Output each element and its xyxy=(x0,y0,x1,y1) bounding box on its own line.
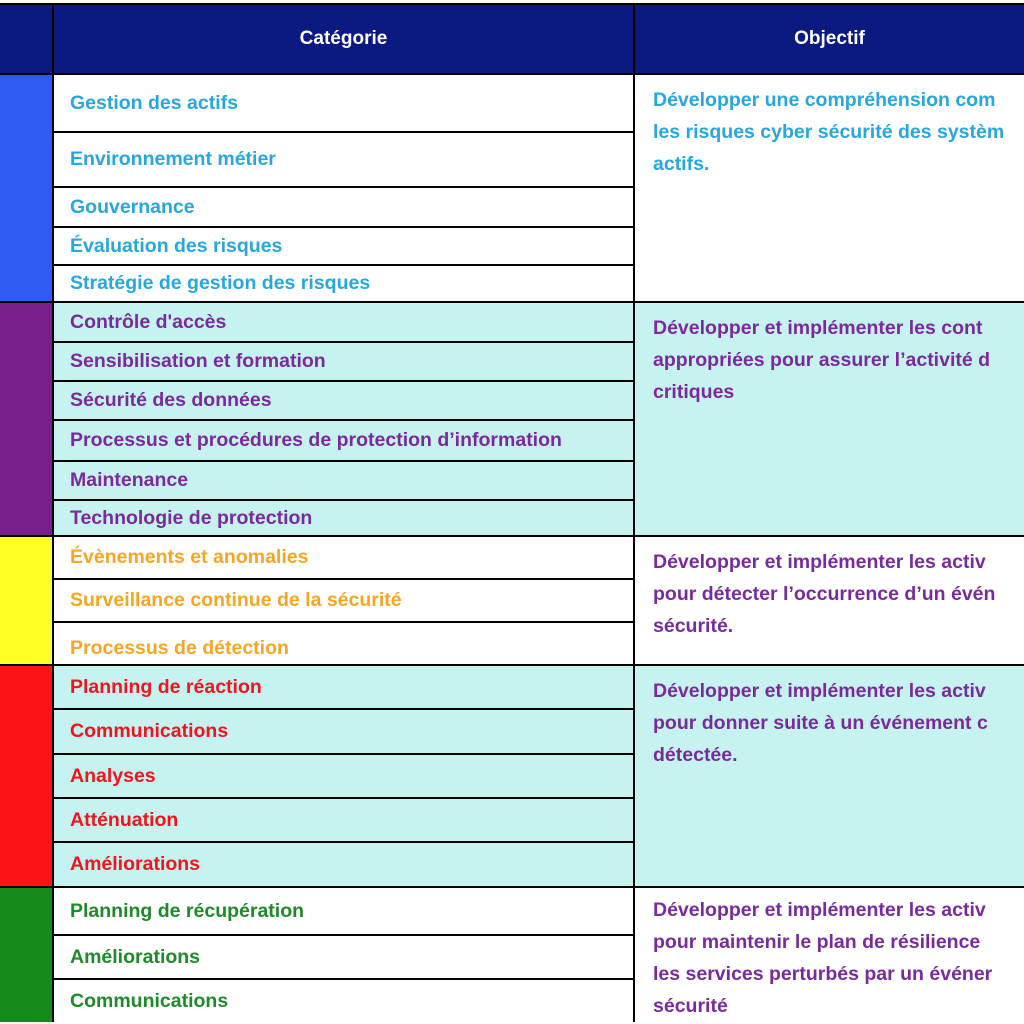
objective-line: critiques xyxy=(653,381,735,403)
category-column-header: Catégorie xyxy=(52,5,633,73)
category-item: Gestion des actifs xyxy=(70,91,238,114)
objective-line: Développer et implémenter les cont xyxy=(653,317,983,339)
category-item: Surveillance continue de la sécurité xyxy=(54,578,633,621)
objective-line: appropriées pour assurer l’activité d xyxy=(653,349,991,371)
category-group-identify xyxy=(52,73,633,301)
framework-table xyxy=(0,3,1024,1020)
category-item: Améliorations xyxy=(54,934,633,978)
function-cell-protect xyxy=(0,301,52,535)
objective-line: Développer une compréhension com xyxy=(653,89,996,111)
category-item: Planning de réaction xyxy=(70,675,262,698)
objective-line: Développer et implémenter les activ xyxy=(653,551,986,573)
category-item: Processus et procédures de protection d’information xyxy=(54,419,633,460)
category-group-respond xyxy=(52,664,633,886)
category-item: Communications xyxy=(54,978,633,1022)
objective-line: sécurité xyxy=(653,995,728,1017)
function-column-header xyxy=(0,5,52,73)
objective-cell-respond xyxy=(633,664,1024,886)
category-item: Sécurité des données xyxy=(54,380,633,419)
objective-line: pour donner suite à un événement c xyxy=(653,712,988,734)
function-cell-respond xyxy=(0,664,52,886)
category-item: Gouvernance xyxy=(54,186,633,226)
objective-line: pour maintenir le plan de résilience xyxy=(653,931,981,953)
category-item: Atténuation xyxy=(54,797,633,841)
category-group-detect xyxy=(52,535,633,664)
category-group-recover xyxy=(52,886,633,1022)
function-cell-recover xyxy=(0,886,52,1022)
category-item: Planning de récupération xyxy=(70,899,305,922)
objective-cell-identify xyxy=(633,73,1024,301)
objective-line: détectée. xyxy=(653,744,738,766)
category-item: Sensibilisation et formation xyxy=(54,341,633,380)
objective-line: actifs. xyxy=(653,153,710,175)
objective-cell-detect xyxy=(633,535,1024,664)
category-item: Améliorations xyxy=(54,841,633,886)
category-group-protect xyxy=(52,301,633,535)
objective-line: les services perturbés par un événer xyxy=(653,963,993,985)
category-item: Contrôle d'accès xyxy=(70,310,227,333)
objective-column-header: Objectif xyxy=(633,5,1024,73)
category-item: Processus de détection xyxy=(54,621,633,664)
objective-line: pour détecter l’occurrence d’un évén xyxy=(653,583,996,605)
objective-line: les risques cyber sécurité des systèm xyxy=(653,121,1005,143)
category-item: Stratégie de gestion des risques xyxy=(54,264,633,301)
category-item: Technologie de protection xyxy=(54,499,633,535)
category-item: Environnement métier xyxy=(54,131,633,186)
category-item: Analyses xyxy=(54,753,633,797)
function-cell-detect xyxy=(0,535,52,664)
objective-line: sécurité. xyxy=(653,615,734,637)
category-item: Évaluation des risques xyxy=(54,226,633,264)
objective-line: Développer et implémenter les activ xyxy=(653,899,986,921)
objective-line: Développer et implémenter les activ xyxy=(653,680,986,702)
category-item: Maintenance xyxy=(54,460,633,499)
function-cell-identify xyxy=(0,73,52,301)
objective-cell-protect xyxy=(633,301,1024,535)
category-item: Communications xyxy=(54,708,633,753)
objective-cell-recover xyxy=(633,886,1024,1022)
category-item: Évènements et anomalies xyxy=(70,546,309,568)
